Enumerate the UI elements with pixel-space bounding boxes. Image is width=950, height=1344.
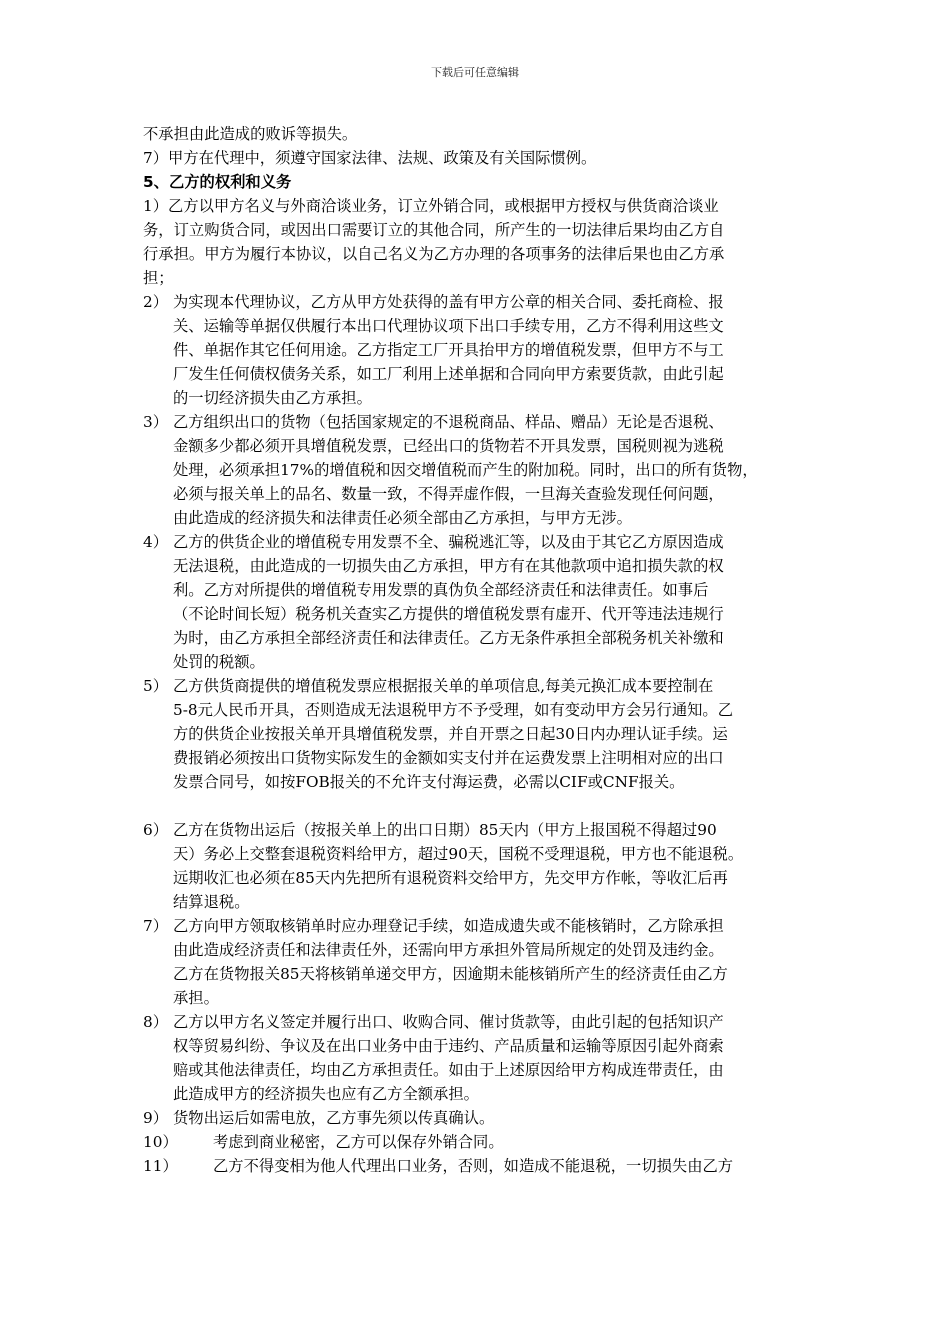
item-line: （不论时间长短）税务机关查实乙方提供的增值税发票有虚开、代开等违法违规行	[173, 605, 724, 623]
list-item-2	[143, 290, 893, 410]
item-line: 天）务必上交整套退税资料给甲方，超过90天，国税不受理退税，甲方也不能退税。	[173, 845, 744, 863]
item-line: 为实现本代理协议，乙方从甲方处获得的盖有甲方公章的相关合同、委托商检、报	[173, 293, 724, 311]
item-line: 由此造成的经济损失和法律责任必须全部由乙方承担，与甲方无涉。	[173, 509, 632, 527]
item-number: 11）	[143, 1157, 178, 1175]
item-line: 乙方在货物出运后（按报关单上的出口日期）85天内（甲方上报国税不得超过90	[173, 821, 717, 839]
item-line: 处理，必须承担17%的增值税和因交增值税而产生的附加税。同时，出口的所有货物，	[173, 461, 758, 479]
item-line: 关、运输等单据仅供履行本出口代理协议项下出口手续专用，乙方不得利用这些文	[173, 317, 724, 335]
paragraph-line: 1）乙方以甲方名义与外商洽谈业务，订立外销合同，或根据甲方授权与供货商洽谈业	[143, 197, 719, 215]
item-line: 5-8元人民币开具，否则造成无法退税甲方不予受理，如有变动甲方会另行通知。乙	[173, 701, 734, 719]
item-line: 金额多少都必须开具增值税发票，已经出口的货物若不开具发票，国税则视为逃税	[173, 437, 724, 455]
list-item-9	[143, 1106, 893, 1130]
item-line: 厂发生任何债权债务关系，如工厂利用上述单据和合同向甲方索要货款，由此引起	[173, 365, 724, 383]
item-line: 赔或其他法律责任，均由乙方承担责任。如由于上述原因给甲方构成连带责任，由	[173, 1061, 724, 1079]
item-number: 10）	[143, 1133, 178, 1151]
item-line: 乙方不得变相为他人代理出口业务，否则，如造成不能退税，一切损失由乙方	[213, 1157, 734, 1175]
intro-line-1: 不承担由此造成的败诉等损失。	[143, 125, 358, 143]
item-line: 承担。	[173, 989, 219, 1007]
list-item-11	[143, 1154, 893, 1178]
list-item-6	[143, 818, 893, 914]
item-line: 利。乙方对所提供的增值税专用发票的真伪负全部经济责任和法律责任。如事后	[173, 581, 709, 599]
page-header: 下载后可任意编辑	[431, 66, 519, 79]
item-line: 乙方的供货企业的增值税专用发票不全、骗税逃汇等，以及由于其它乙方原因造成	[173, 533, 724, 551]
item-number: 8）	[143, 1013, 169, 1031]
item-line: 件、单据作其它任何用途。乙方指定工厂开具抬甲方的增值税发票，但甲方不与工	[173, 341, 724, 359]
blank-line	[143, 794, 893, 818]
item-line: 乙方在货物报关85天将核销单递交甲方，因逾期未能核销所产生的经济责任由乙方	[173, 965, 728, 983]
list-item-4	[143, 530, 893, 674]
item-line: 费报销必须按出口货物实际发生的金额如实支付并在运费发票上注明相对应的出口	[173, 749, 724, 767]
item-number: 5）	[143, 677, 169, 695]
item-line: 由此造成经济责任和法律责任外，还需向甲方承担外管局所规定的处罚及违约金。	[173, 941, 724, 959]
paragraph-line: 行承担。甲方为履行本协议，以自己名义为乙方办理的各项事务的法律后果也由乙方承	[143, 245, 725, 263]
item-line: 乙方组织出口的货物（包括国家规定的不退税商品、样品、赠品）无论是否退税、	[173, 413, 724, 431]
item-line: 为时，由乙方承担全部经济责任和法律责任。乙方无条件承担全部税务机关补缴和	[173, 629, 724, 647]
item-line: 乙方以甲方名义签定并履行出口、收购合同、催讨货款等，由此引起的包括知识产	[173, 1013, 724, 1031]
item-line: 必须与报关单上的品名、数量一致，不得弄虚作假，一旦海关查验发现任何问题，	[173, 485, 724, 503]
item-line: 货物出运后如需电放，乙方事先须以传真确认。	[173, 1109, 495, 1127]
item-line: 方的供货企业按报关单开具增值税发票，并自开票之日起30日内办理认证手续。运	[173, 725, 728, 743]
list-item-10	[143, 1130, 893, 1154]
list-item-8	[143, 1010, 893, 1106]
item-line: 远期收汇也必须在85天内先把所有退税资料交给甲方，先交甲方作帐，等收汇后再	[173, 869, 728, 887]
item-line: 处罚的税额。	[173, 653, 265, 671]
paragraph-1	[143, 194, 893, 290]
intro-line-2: 7）甲方在代理中，须遵守国家法律、法规、政策及有关国际惯例。	[143, 149, 597, 167]
section-heading: 5、乙方的权利和义务	[143, 173, 292, 191]
document-body	[143, 122, 893, 1178]
item-line: 的一切经济损失由乙方承担。	[173, 389, 372, 407]
item-line: 结算退税。	[173, 893, 250, 911]
list-item-7	[143, 914, 893, 1010]
paragraph-line: 担；	[143, 269, 174, 287]
item-line: 考虑到商业秘密，乙方可以保存外销合同。	[213, 1133, 504, 1151]
item-number: 4）	[143, 533, 169, 551]
item-number: 7）	[143, 917, 169, 935]
item-number: 6）	[143, 821, 169, 839]
item-number: 2）	[143, 293, 169, 311]
item-line: 无法退税，由此造成的一切损失由乙方承担，甲方有在其他款项中追扣损失款的权	[173, 557, 724, 575]
item-number: 9）	[143, 1109, 169, 1127]
item-number: 3）	[143, 413, 169, 431]
item-line: 此造成甲方的经济损失也应有乙方全额承担。	[173, 1085, 479, 1103]
list-item-3	[143, 410, 893, 530]
paragraph-line: 务，订立购货合同，或因出口需要订立的其他合同，所产生的一切法律后果均由乙方自	[143, 221, 725, 239]
item-line: 权等贸易纠纷、争议及在出口业务中由于违约、产品质量和运输等原因引起外商索	[173, 1037, 724, 1055]
item-line: 发票合同号，如按FOB报关的不允许支付海运费，必需以CIF或CNF报关。	[173, 773, 685, 791]
item-line: 乙方供货商提供的增值税发票应根据报关单的单项信息,每美元换汇成本要控制在	[173, 677, 714, 695]
item-line: 乙方向甲方领取核销单时应办理登记手续，如造成遗失或不能核销时，乙方除承担	[173, 917, 724, 935]
list-item-5	[143, 674, 893, 794]
